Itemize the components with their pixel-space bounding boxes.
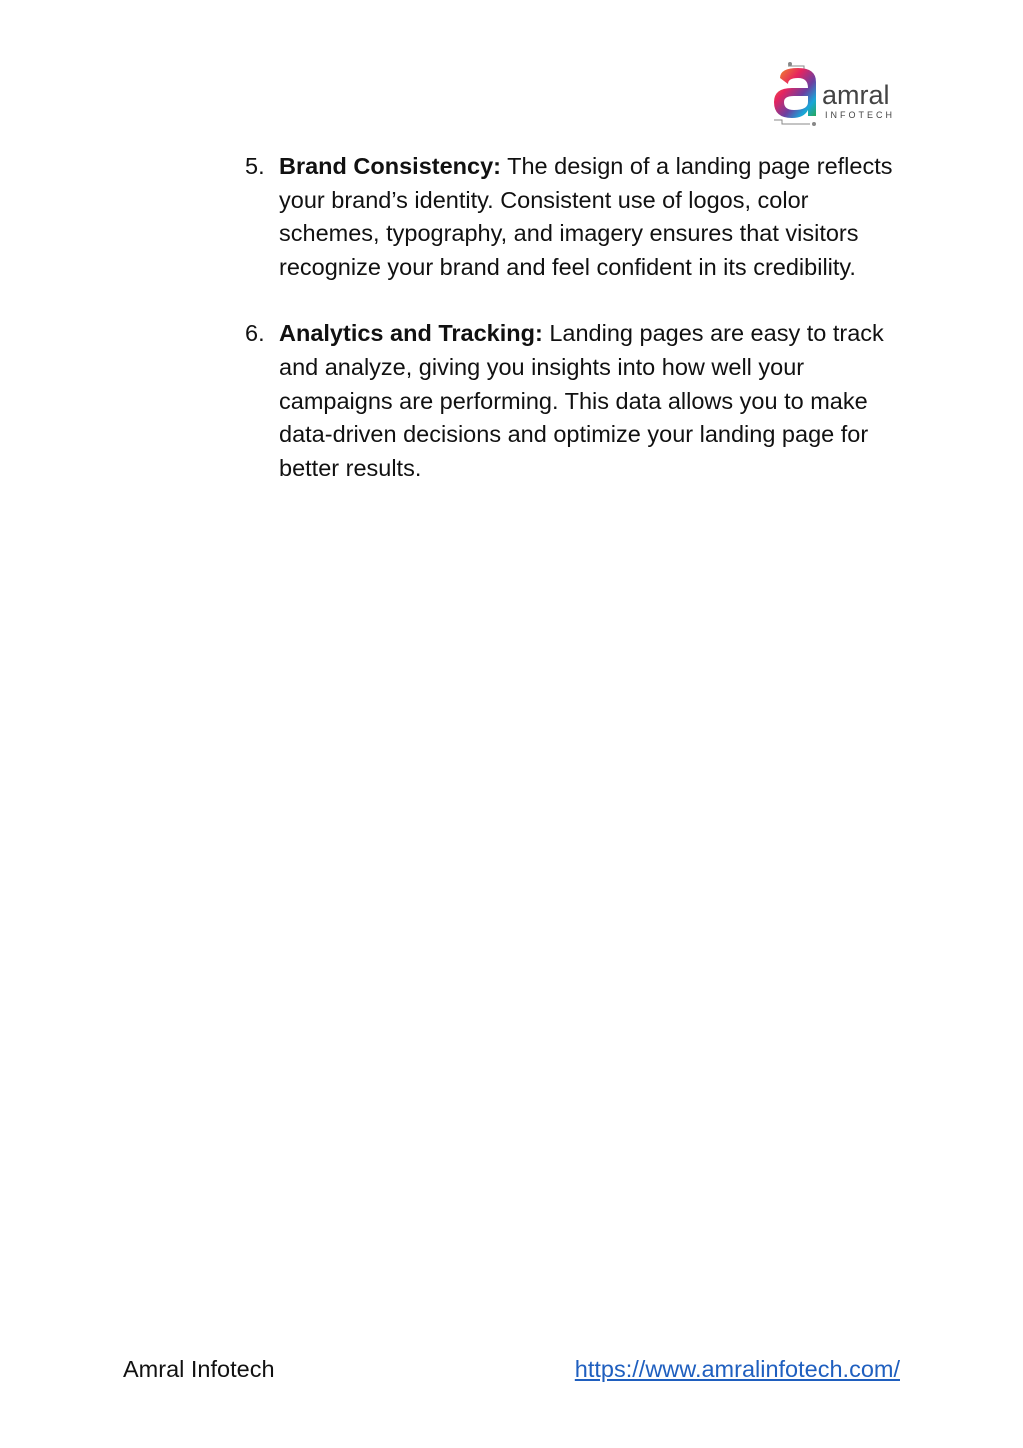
amral-logo-icon (770, 58, 905, 128)
amral-infotech-logo (770, 58, 905, 128)
list-item-brand-consistency (245, 150, 915, 284)
logo-tagline: INFOTECH (825, 110, 895, 120)
list-item-number: 6. (245, 320, 265, 347)
list-item-heading: Brand Consistency: (279, 153, 501, 179)
logo-wordmark: amral (822, 80, 890, 110)
footer-website-link[interactable]: https://www.amralinfotech.com/ (574, 1356, 900, 1382)
list-item-number: 5. (245, 153, 265, 179)
list-item-heading: Analytics and Tracking: (279, 320, 543, 347)
footer-company-name: Amral Infotech (123, 1356, 275, 1382)
list-item-text: Landing pages are easy to track and analyze, giving you insights into how well your campaigns are performing. This data allows you to make data-driven decisions and optimize your landing page for better results. (279, 320, 884, 481)
list-item-text: The design of a landing page reflects your brand’s identity. Consistent use of logos, color schemes, typography, and imagery ensures that visitors recognize your brand and feel confident in its credibility. (279, 153, 893, 280)
list-item-analytics-tracking (245, 317, 915, 485)
numbered-list (245, 150, 915, 518)
